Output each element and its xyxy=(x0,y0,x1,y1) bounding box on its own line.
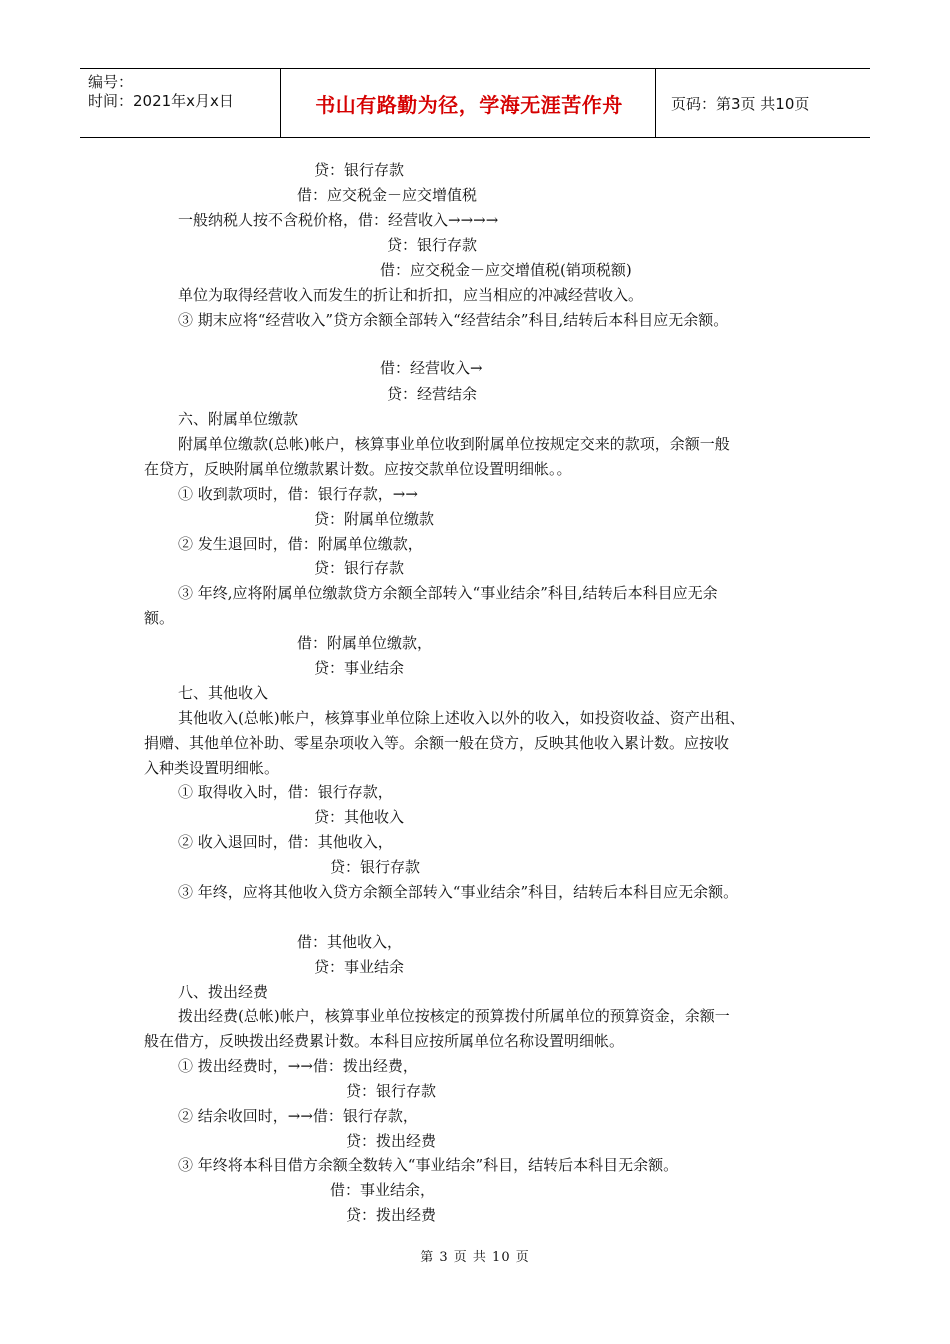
document-header xyxy=(80,68,870,138)
text-line: 贷：其他收入 xyxy=(314,808,405,826)
text-line: 额。 xyxy=(144,609,175,627)
header-page-number: 页码：第3页 共10页 xyxy=(671,94,810,113)
text-line: 捐赠、其他单位补助、零星杂项收入等。余额一般在贷方，反映其他收入累计数。应按收 xyxy=(144,734,730,752)
text-line: 在贷方，反映附属单位缴款累计数。应按交款单位设置明细帐。。 xyxy=(144,460,572,478)
text-line: 一般纳税人按不含税价格，借：经营收入→→→→ xyxy=(178,211,499,229)
section-heading: 六、附属单位缴款 xyxy=(178,410,299,428)
header-motto: 书山有路勤为径，学海无涯苦作舟 xyxy=(315,92,623,117)
text-line: 借：应交税金－应交增值税 xyxy=(297,186,478,204)
section-heading: 七、其他收入 xyxy=(178,684,269,702)
text-line: 贷：银行存款 xyxy=(314,559,405,577)
header-meta xyxy=(88,73,234,111)
section-heading: 八、拨出经费 xyxy=(178,983,269,1001)
text-line: 贷：银行存款 xyxy=(387,236,478,254)
header-divider xyxy=(280,69,281,137)
text-line: ① 拨出经费时，→→借：拨出经费， xyxy=(178,1057,418,1075)
text-line: 贷：银行存款 xyxy=(330,858,421,876)
text-line: 贷：附属单位缴款 xyxy=(314,510,435,528)
text-line: 入种类设置明细帐。 xyxy=(144,759,280,777)
text-line: 贷：拨出经费 xyxy=(346,1206,437,1224)
text-line: ③ 期末应将“经营收入”贷方余额全部转入“经营结余”科目,结转后本科目应无余额。 xyxy=(178,311,729,329)
text-line: 贷：银行存款 xyxy=(346,1082,437,1100)
text-line: ③ 年终,应将附属单位缴款贷方余额全部转入“事业结余”科目,结转后本科目应无余 xyxy=(178,584,718,602)
text-line: 附属单位缴款(总帐)帐户，核算事业单位收到附属单位按规定交来的款项，余额一般 xyxy=(178,435,730,453)
text-line: 般在借方，反映拨出经费累计数。本科目应按所属单位名称设置明细帐。 xyxy=(144,1032,625,1050)
text-line: 借：经营收入→ xyxy=(380,359,483,377)
text-line: ③ 年终，应将其他收入贷方余额全部转入“事业结余”科目，结转后本科目应无余额。 xyxy=(178,883,739,901)
text-line: 贷：拨出经费 xyxy=(346,1132,437,1150)
text-line: 贷：经营结余 xyxy=(387,385,478,403)
text-line: 借：附属单位缴款， xyxy=(297,634,433,652)
text-line: 贷：事业结余 xyxy=(314,659,405,677)
header-divider xyxy=(655,69,656,137)
serial-label: 编号： xyxy=(88,73,134,91)
text-line: 借：其他收入， xyxy=(297,933,403,951)
text-line: 贷：事业结余 xyxy=(314,958,405,976)
text-line: ③ 年终将本科目借方余额全数转入“事业结余”科目，结转后本科目无余额。 xyxy=(178,1156,679,1174)
text-line: ② 收入退回时，借：其他收入， xyxy=(178,833,393,851)
text-line: 拨出经费(总帐)帐户，核算事业单位按核定的预算拨付所属单位的预算资金，余额一 xyxy=(178,1007,730,1025)
date-label: 时间：2021年x月x日 xyxy=(88,92,234,110)
text-line: 单位为取得经营收入而发生的折让和折扣，应当相应的冲减经营收入。 xyxy=(178,286,644,304)
text-line: 其他收入(总帐)帐户，核算事业单位除上述收入以外的收入，如投资收益、资产出租、 xyxy=(178,709,745,727)
text-line: 借：事业结余， xyxy=(330,1181,436,1199)
text-line: ② 发生退回时，借：附属单位缴款， xyxy=(178,535,423,553)
text-line: ② 结余收回时，→→借：银行存款， xyxy=(178,1107,418,1125)
text-line: 借：应交税金－应交增值税(销项税额) xyxy=(380,261,632,279)
text-line: 贷：银行存款 xyxy=(314,161,405,179)
text-line: ① 取得收入时，借：银行存款， xyxy=(178,783,393,801)
text-line: ① 收到款项时，借：银行存款，→→ xyxy=(178,485,418,503)
page-footer: 第 3 页 共 10 页 xyxy=(420,1250,530,1265)
